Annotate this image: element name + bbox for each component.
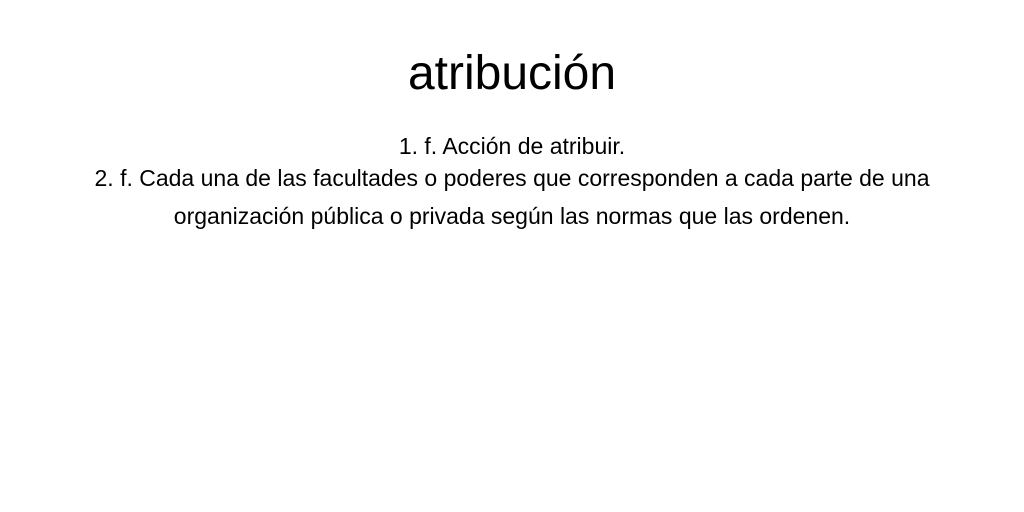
definition-1: 1. f. Acción de atribuir. — [398, 133, 626, 159]
definition-list — [40, 130, 984, 235]
definition-2: 2. f. Cada una de las facultades o poderes que corresponden a cada parte de una organización pública o privada según las normas que las ordenen. — [94, 165, 930, 229]
headword: atribución — [407, 47, 617, 100]
